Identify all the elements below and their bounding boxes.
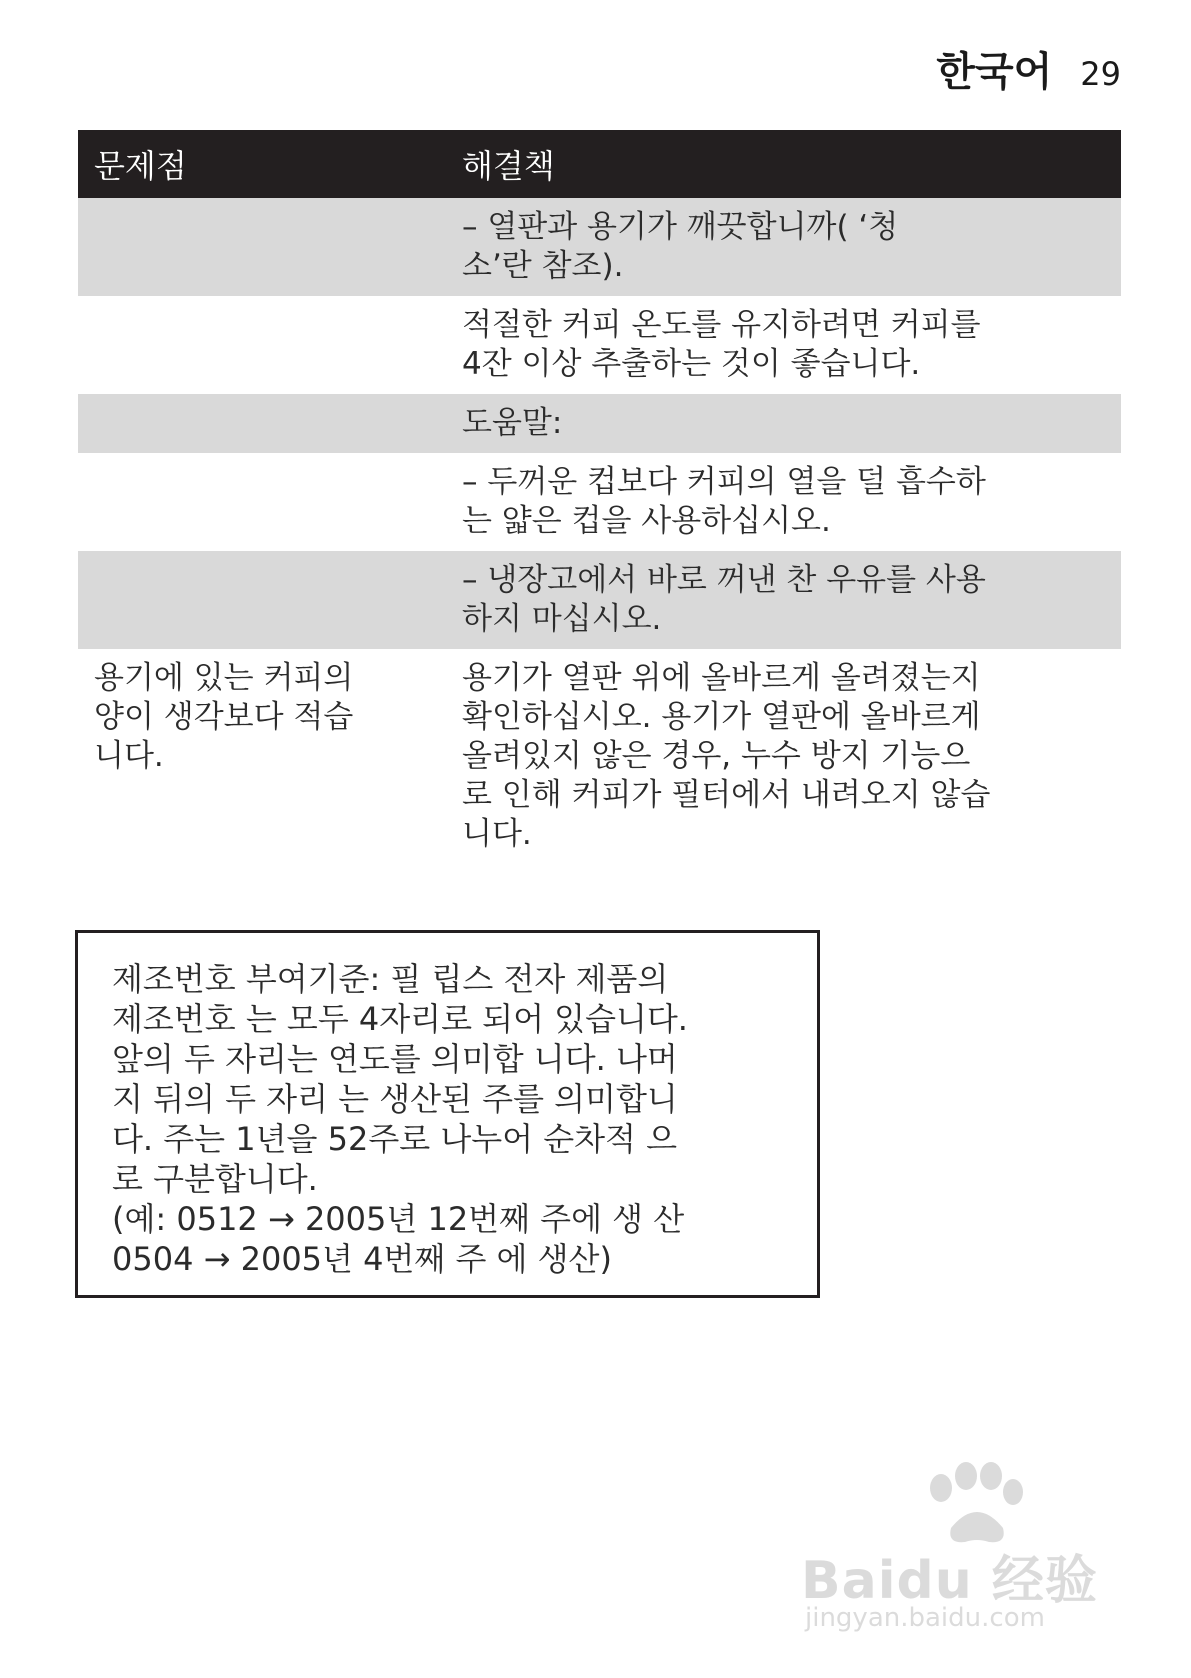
watermark-brand: Baidu 经验 [801, 1551, 1098, 1611]
solution-cell: 도움말: [462, 405, 563, 441]
troubleshooting-table [78, 130, 1121, 864]
page-header [936, 40, 1121, 97]
watermark-url: jingyan.baidu.com [805, 1603, 1045, 1633]
table-row [78, 649, 1121, 864]
problem-cell [78, 551, 462, 649]
problem-cell [78, 394, 462, 453]
table-header [78, 130, 1121, 198]
serial-number-notice-box [75, 930, 820, 1298]
solution-cell: 용기가 열판 위에 올바르게 올려졌는지 확인하십시오. 용기가 열판에 올바르게 올려있지 않은 경우, 누수 방지 기능으 로 인해 커피가 필터에서 내려오지 않습 니다. [462, 660, 991, 852]
table-row [78, 296, 1121, 394]
problem-cell: 용기에 있는 커피의 양이 생각보다 적습 니다. [94, 660, 354, 774]
problem-cell [78, 198, 462, 296]
solution-cell: – 두꺼운 컵보다 커피의 열을 덜 흡수하 는 얇은 컵을 사용하십시오. [462, 464, 986, 539]
table-row [78, 551, 1121, 649]
baidu-watermark [801, 1458, 1131, 1638]
solution-cell: 적절한 커피 온도를 유지하려면 커피를 4잔 이상 추출하는 것이 좋습니다. [462, 307, 981, 382]
notice-text: 제조번호 부여기준: 필 립스 전자 제품의 제조번호 는 모두 4자리로 되어 있습니다. 앞의 두 자리는 연도를 의미합 니다. 나머 지 뒤의 두 자리 는 생산된 주를 의미합니 다. 주는 1년을 52주로 나누어 순차적 으 로 구분합니다. (예: 0512 → 2005년 12번째 주에 생 산 0504 → 2005년 4번째 주 에 생산) [112, 960, 688, 1278]
problem-cell [78, 453, 462, 551]
language-title: 한국어 [936, 49, 1053, 95]
table-row [78, 198, 1121, 296]
problem-cell [78, 296, 462, 394]
table-row [78, 453, 1121, 551]
table-row [78, 394, 1121, 453]
table-body [78, 198, 1121, 864]
column-header-problem: 문제점 [94, 147, 187, 185]
page-number: 29 [1080, 55, 1121, 93]
solution-cell: – 냉장고에서 바로 꺼낸 찬 우유를 사용 하지 마십시오. [462, 562, 986, 637]
paw-icon [911, 1458, 1031, 1548]
solution-cell: – 열판과 용기가 깨끗합니까( ‘청 소’란 참조). [462, 209, 899, 284]
column-header-solution: 해결책 [462, 147, 555, 185]
